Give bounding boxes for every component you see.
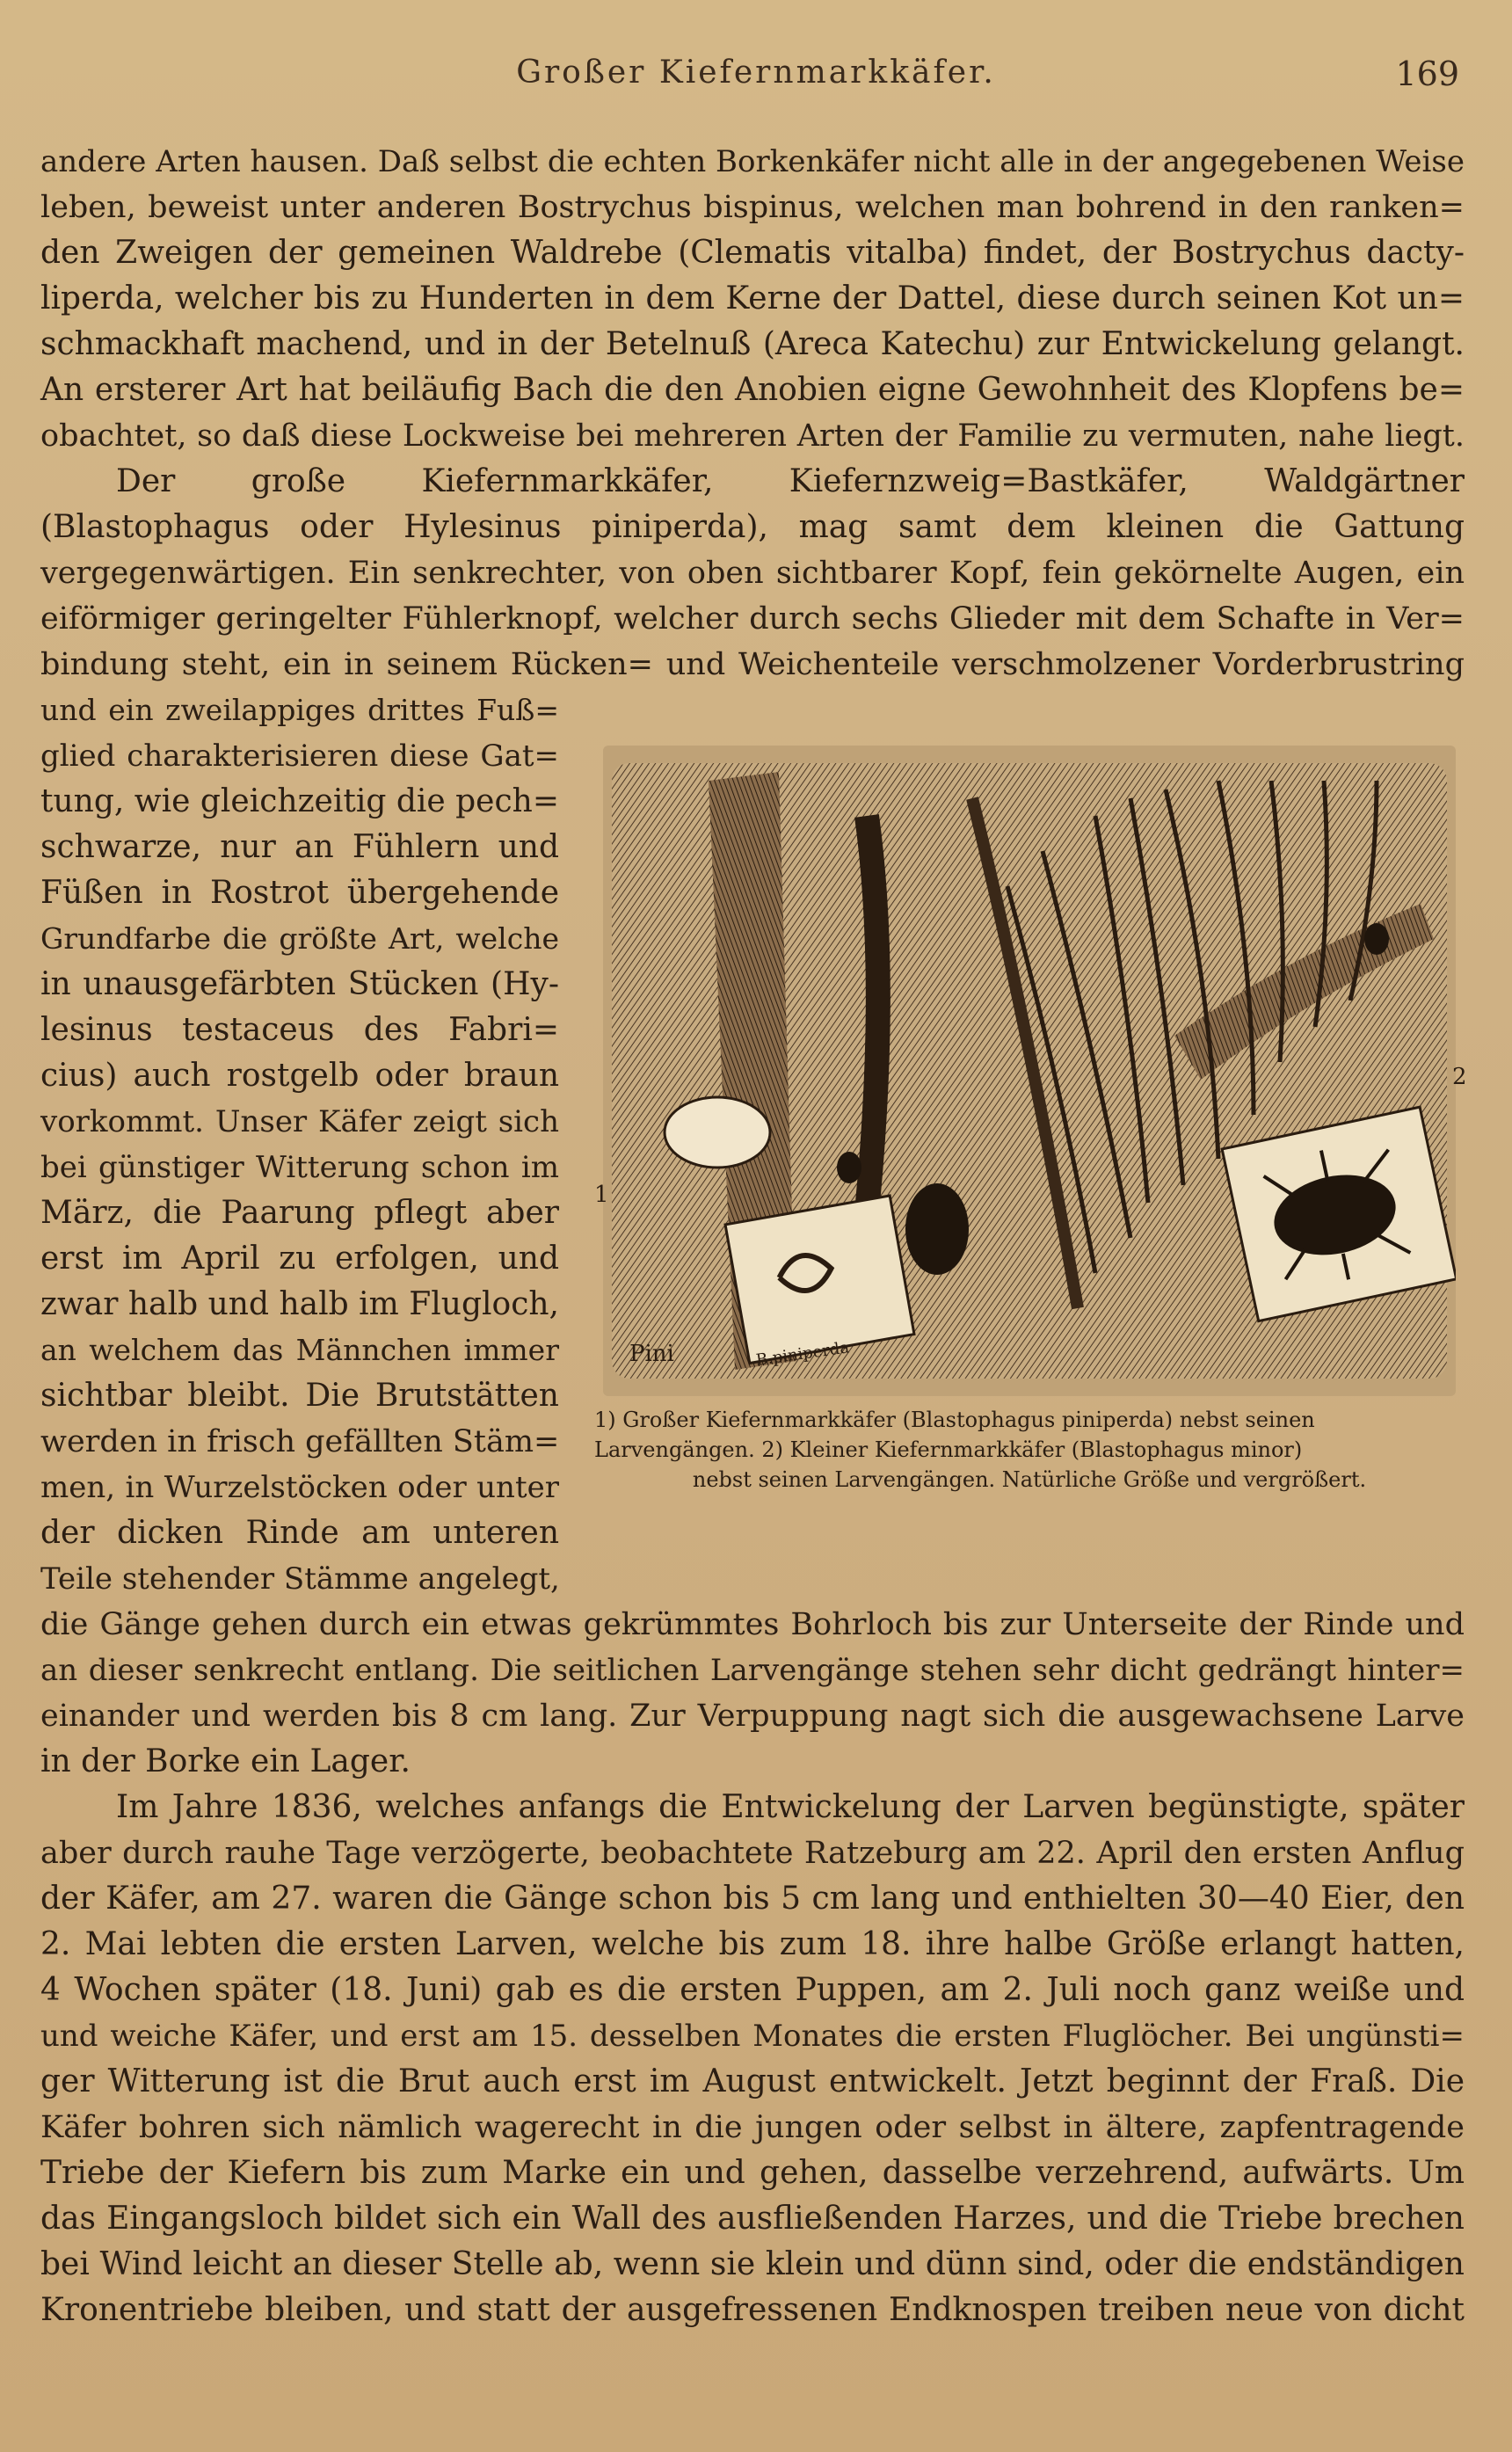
text-line: Teile stehender Stämme angelegt, [40, 1561, 560, 1597]
text-line: bindung steht, ein in seinem Rücken= und Weichenteile verschmolzener Vorderbrustring [40, 647, 1465, 682]
caption-line: nebst seinen Larvengängen. Natürliche Größe und vergrößert. [692, 1467, 1367, 1492]
text-line: Kronentriebe bleiben, und statt der ausgefressenen Endknospen treiben neue von dicht [40, 2292, 1465, 2328]
text-line: liperda, welcher bis zu Hunderten in dem Kerne der Dattel, diese durch seinen Kot un= [40, 280, 1465, 317]
text-line: werden in frisch gefällten Stäm= [40, 1424, 560, 1459]
beetle-illustration [603, 746, 1456, 1396]
text-line: in der Borke ein Lager. [40, 1743, 411, 1779]
text-line: an dieser senkrecht entlang. Die seitlichen Larvengänge stehen sehr dicht gedrängt hinter= [40, 1653, 1465, 1688]
text-line: Grundfarbe die größte Art, welche [40, 921, 559, 956]
text-line: Triebe der Kiefern bis zum Marke ein und gehen, dasselbe verzehrend, aufwärts. Um [40, 2155, 1465, 2191]
figure-caption [594, 1405, 1465, 1495]
text-line: andere Arten hausen. Daß selbst die echten Borkenkäfer nicht alle in der angegebenen Weise [40, 144, 1465, 179]
running-title: Großer Kiefernmarkkäfer. [516, 55, 996, 91]
text-line: an welchem das Männchen immer [40, 1333, 559, 1367]
text-line: die Gänge gehen durch ein etwas gekrümmtes Bohrloch bis zur Unterseite der Rinde und [40, 1607, 1465, 1642]
text-line: (Blastophagus oder Hylesinus piniperda), mag samt dem kleinen die Gattung [40, 509, 1465, 545]
text-line: bei Wind leicht an dieser Stelle ab, wenn sie klein und dünn sind, oder die endständigen [40, 2246, 1465, 2282]
text-line: der Käfer, am 27. waren die Gänge schon bis 5 cm lang und enthielten 30—40 Eier, den [40, 1881, 1465, 1917]
text-line: und weiche Käfer, und erst am 15. desselben Monates die ersten Fluglöcher. Bei ungünsti= [40, 2019, 1465, 2054]
text-line: sichtbar bleibt. Die Brutstätten [40, 1378, 559, 1414]
figure-label-2: 2 [1452, 1064, 1467, 1090]
text-line: 2. Mai lebten die ersten Larven, welche bis zum 18. ihre halbe Größe erlangt hatten, [40, 1926, 1465, 1962]
running-header [53, 55, 1459, 107]
text-line: der dicken Rinde am unteren [40, 1515, 559, 1551]
text-line: vergegenwärtigen. Ein senkrechter, von oben sichtbarer Kopf, fein gekörnelte Augen, ein [40, 556, 1465, 591]
text-line: zwar halb und halb im Flugloch, [40, 1286, 559, 1322]
text-line: schmackhaft machend, und in der Betelnuß (Areca Katechu) zur Entwickelung gelangt. [40, 326, 1465, 362]
text-line: aber durch rauhe Tage verzögerte, beobachtete Ratzeburg am 22. April den ersten Anflug [40, 1836, 1465, 1871]
engraving [603, 746, 1456, 1396]
tag-right: B.piniperda [754, 1338, 851, 1370]
text-line: men, in Wurzelstöcken oder unter [40, 1470, 559, 1505]
text-line: Der große Kiefernmarkkäfer, Kiefernzweig=Bastkäfer, Waldgärtner [116, 463, 1465, 499]
text-line: in unausgefärbten Stücken (Hy- [40, 966, 559, 1002]
text-line: Füßen in Rostrot übergehende [40, 875, 559, 911]
text-line: An ersterer Art hat beiläufig Bach die den Anobien eigne Gewohnheit des Klopfens be= [40, 372, 1465, 408]
text-line: vorkommt. Unser Käfer zeigt sich [40, 1104, 559, 1139]
text-line: das Eingangsloch bildet sich ein Wall des ausfließenden Harzes, und die Triebe brechen [40, 2201, 1465, 2237]
text-line: leben, beweist unter anderen Bostrychus bispinus, welchen man bohrend in den ranken= [40, 190, 1465, 225]
text-line: bei günstiger Witterung schon im [40, 1150, 559, 1185]
caption-line: 1) Großer Kiefernmarkkäfer (Blastophagus piniperda) nebst seinen [594, 1408, 1315, 1432]
text-line: und ein zweilappiges drittes Fuß= [40, 693, 559, 727]
text-line: einander und werden bis 8 cm lang. Zur Verpuppung nagt sich die ausgewachsene Larve [40, 1699, 1465, 1734]
text-line: schwarze, nur an Fühlern und [40, 829, 559, 865]
text-line: tung, wie gleichzeitig die pech= [40, 783, 559, 819]
figure-label-1: 1 [594, 1182, 609, 1208]
text-line: eiförmiger geringelter Fühlerknopf, welcher durch sechs Glieder mit dem Schafte in Ver= [40, 601, 1465, 637]
text-line: glied charakterisieren diese Gat= [40, 739, 559, 774]
page-number: 169 [1395, 55, 1459, 93]
tag-left: Pini [629, 1341, 674, 1367]
text-line: erst im April zu erfolgen, und [40, 1241, 559, 1277]
text-line: lesinus testaceus des Fabri= [40, 1012, 559, 1048]
text-line: Im Jahre 1836, welches anfangs die Entwickelung der Larven begünstigte, später [116, 1789, 1465, 1825]
text-line: Käfer bohren sich nämlich wagerecht in die jungen oder selbst in ältere, zapfentragende [40, 2110, 1465, 2145]
engraving-svg [603, 746, 1456, 1396]
text-line: 4 Wochen später (18. Juni) gab es die ersten Puppen, am 2. Juli noch ganz weiße und [40, 1972, 1465, 2008]
text-line: ger Witterung ist die Brut auch erst im August entwickelt. Jetzt beginnt der Fraß. Die [40, 2063, 1465, 2099]
caption-line: Larvengängen. 2) Kleiner Kiefernmarkkäfer (Blastophagus minor) [594, 1437, 1303, 1462]
text-line: cius) auch rostgelb oder braun [40, 1058, 559, 1094]
text-line: März, die Paarung pflegt aber [40, 1195, 559, 1231]
text-line: obachtet, so daß diese Lockweise bei mehreren Arten der Familie zu vermuten, nahe liegt. [40, 418, 1465, 454]
text-line: den Zweigen der gemeinen Waldrebe (Clematis vitalba) findet, der Bostrychus dacty- [40, 235, 1465, 271]
